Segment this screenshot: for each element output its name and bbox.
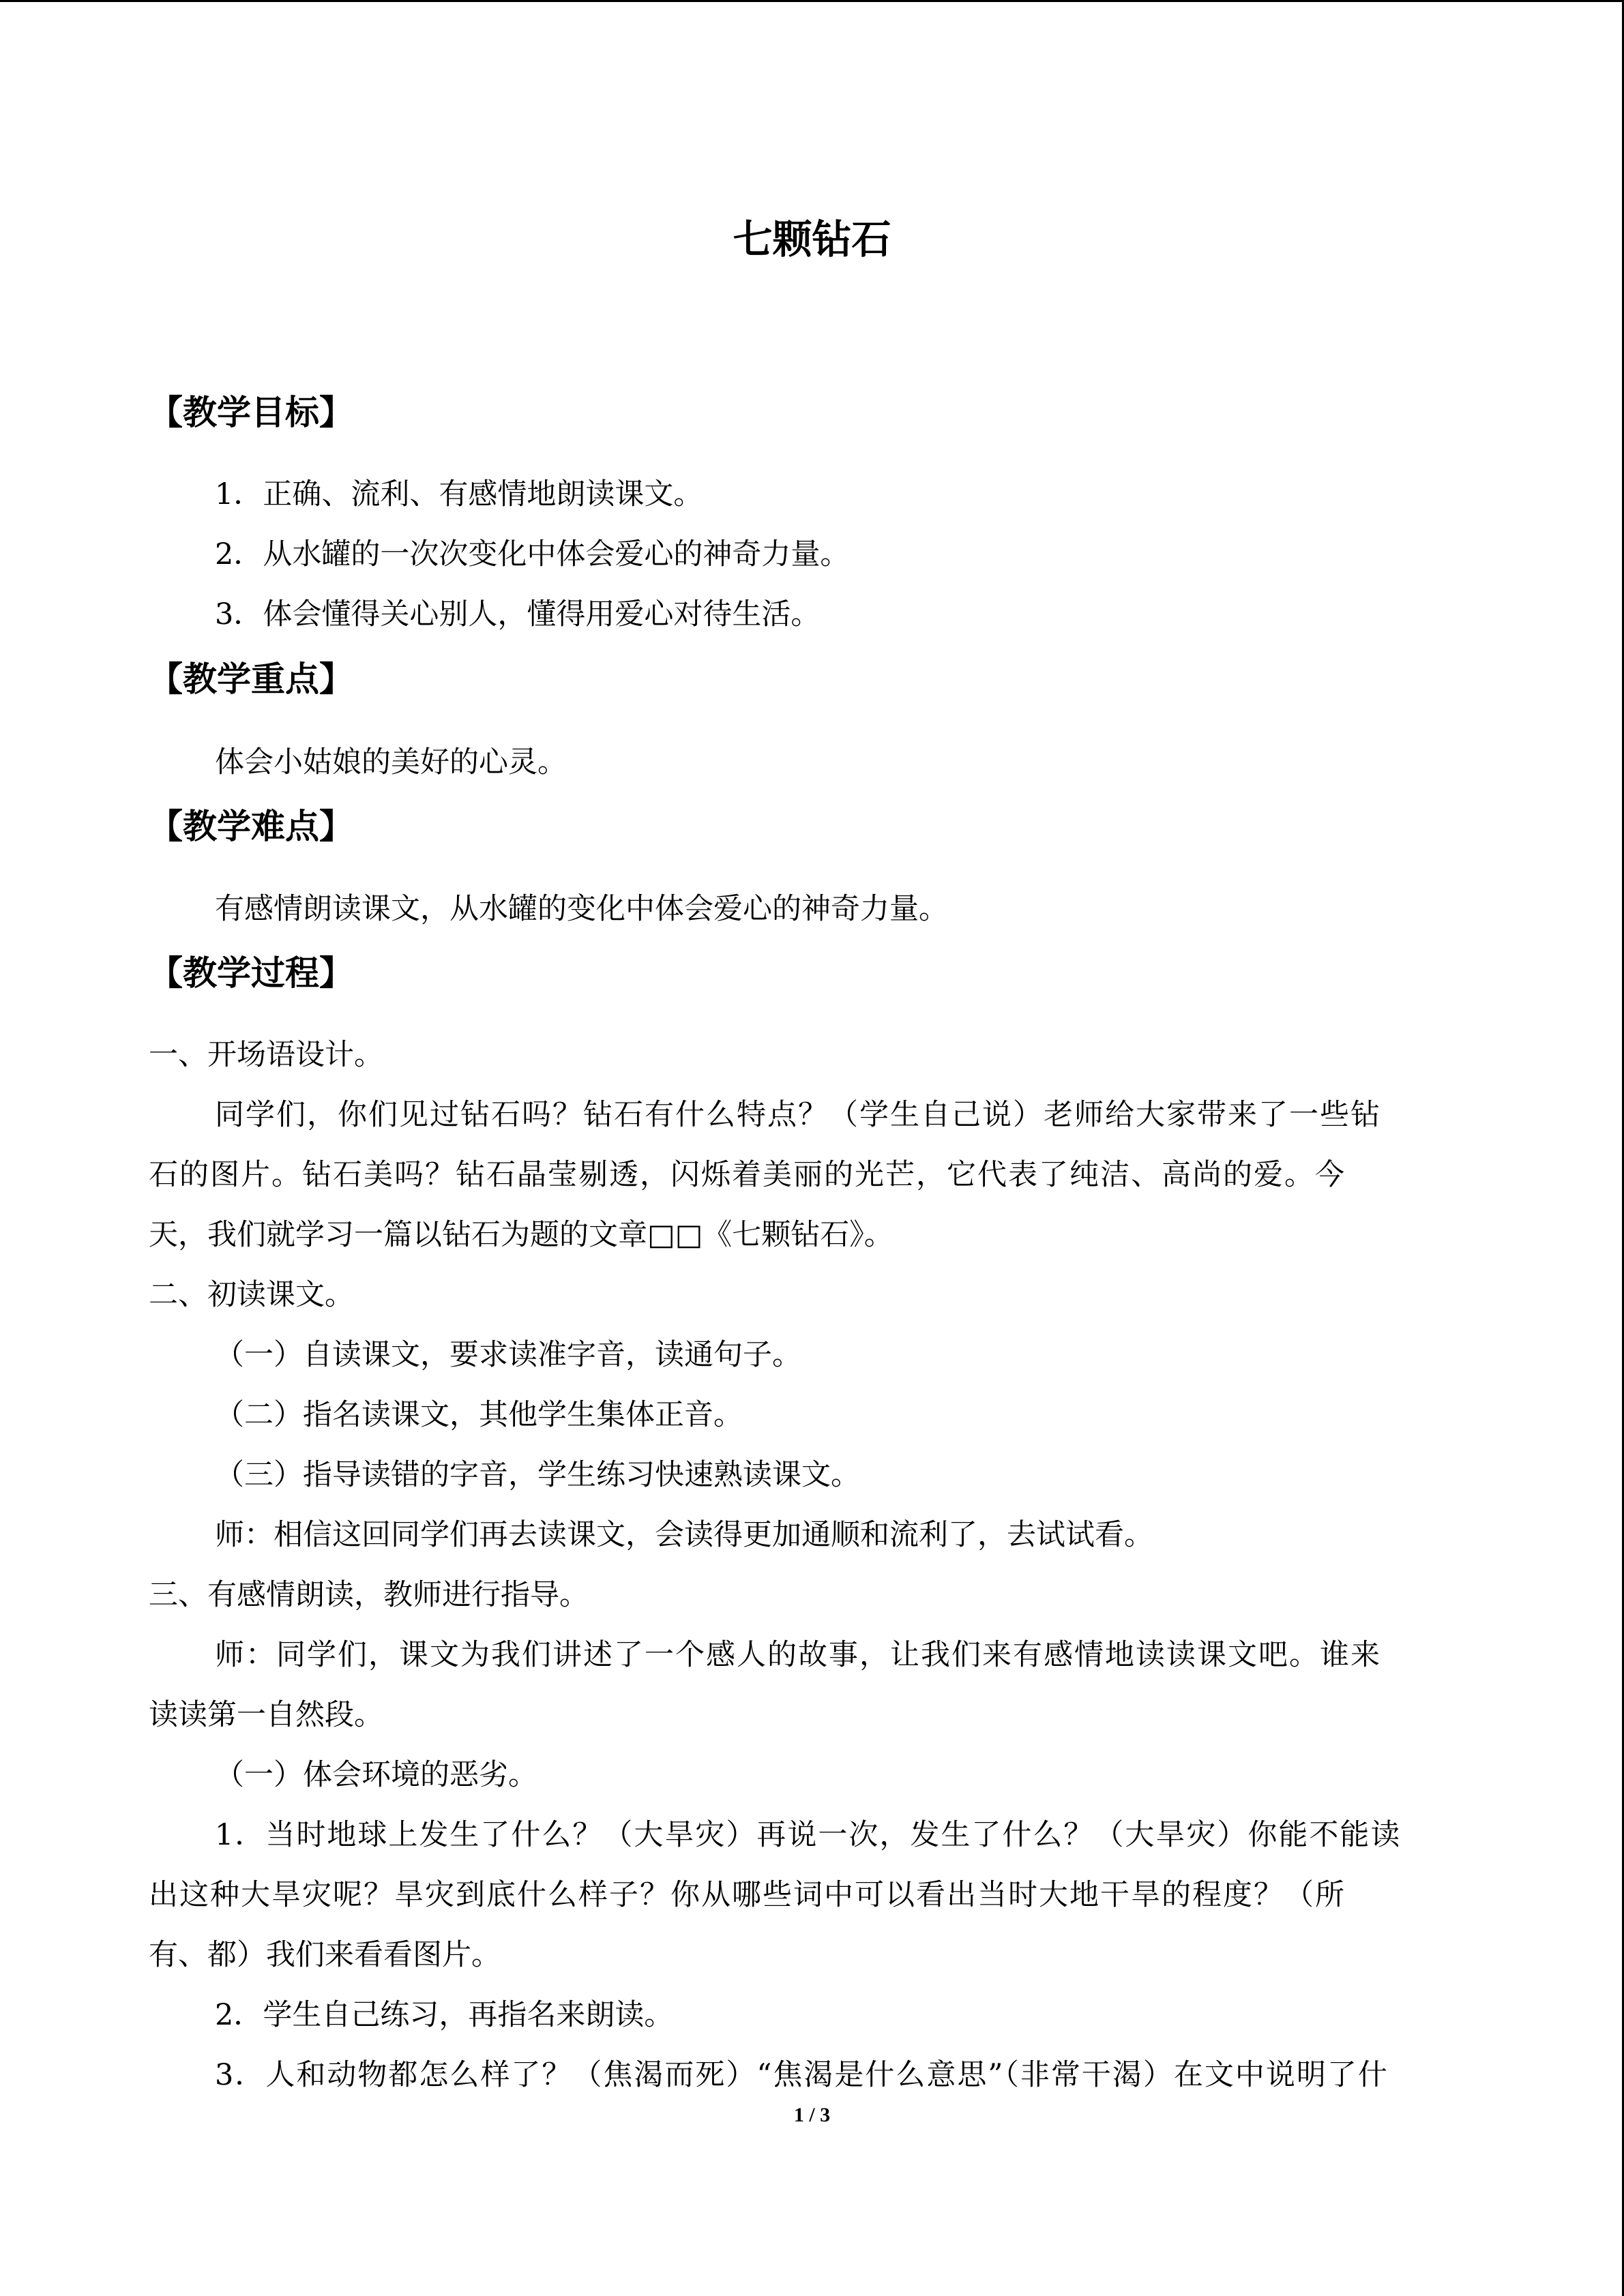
heading-objectives: 【教学目标】 [149,393,353,432]
page-number: 1 / 3 [793,2104,831,2126]
heading-key-point: 【教学重点】 [149,659,353,699]
process-line: 3．人和动物都怎么样了？（焦渴而死）“焦渴是什么意思”（非常干渴）在文中说明了什 [215,2058,1389,2092]
heading-difficulty: 【教学难点】 [149,807,353,846]
process-line: 读读第一自然段。 [149,1698,383,1732]
process-line: 一、开场语设计。 [149,1038,383,1072]
objective-item-3: 3．体会懂得关心别人，懂得用爱心对待生活。 [215,597,821,631]
process-line: 师：同学们，课文为我们讲述了一个感人的故事，让我们来有感情地读读课文吧。谁来 [215,1638,1381,1672]
process-line: 同学们，你们见过钻石吗？钻石有什么特点？（学生自己说）老师给大家带来了一些钻 [215,1098,1381,1132]
process-line: 师：相信这回同学们再去读课文，会读得更加通顺和流利了，去试试看。 [215,1518,1153,1552]
key-point-text: 体会小姑娘的美好的心灵。 [215,745,567,779]
objective-item-2: 2．从水罐的一次次变化中体会爱心的神奇力量。 [215,537,850,571]
process-line: 天，我们就学习一篇以钻石为题的文章□□《七颗钻石》。 [149,1218,894,1252]
process-line: 1．当时地球上发生了什么？（大旱灾）再说一次，发生了什么？（大旱灾）你能不能读 [215,1818,1402,1852]
process-line: （二）指名读课文，其他学生集体正音。 [215,1398,743,1432]
page-border-top [0,0,1624,2]
heading-process: 【教学过程】 [149,953,353,993]
process-line: 三、有感情朗读，教师进行指导。 [149,1578,589,1612]
process-line: 有、都）我们来看看图片。 [149,1938,501,1972]
process-line: （一）体会环境的恶劣。 [215,1758,537,1792]
process-line: 石的图片。钻石美吗？钻石晶莹剔透，闪烁着美丽的光芒，它代表了纯洁、高尚的爱。今 [149,1158,1346,1192]
process-line: （一）自读课文，要求读准字音，读通句子。 [215,1338,801,1372]
objective-item-1: 1．正确、流利、有感情地朗读课文。 [215,477,703,511]
document-title: 七颗钻石 [733,216,891,263]
process-line: （三）指导读错的字音，学生练习快速熟读课文。 [215,1458,860,1492]
process-line: 2．学生自己练习，再指名来朗读。 [215,1998,674,2032]
process-line: 二、初读课文。 [149,1278,354,1312]
process-line: 出这种大旱灾呢？旱灾到底什么样子？你从哪些词中可以看出当时大地干旱的程度？（所 [149,1878,1346,1912]
difficulty-text: 有感情朗读课文，从水罐的变化中体会爱心的神奇力量。 [215,892,948,926]
